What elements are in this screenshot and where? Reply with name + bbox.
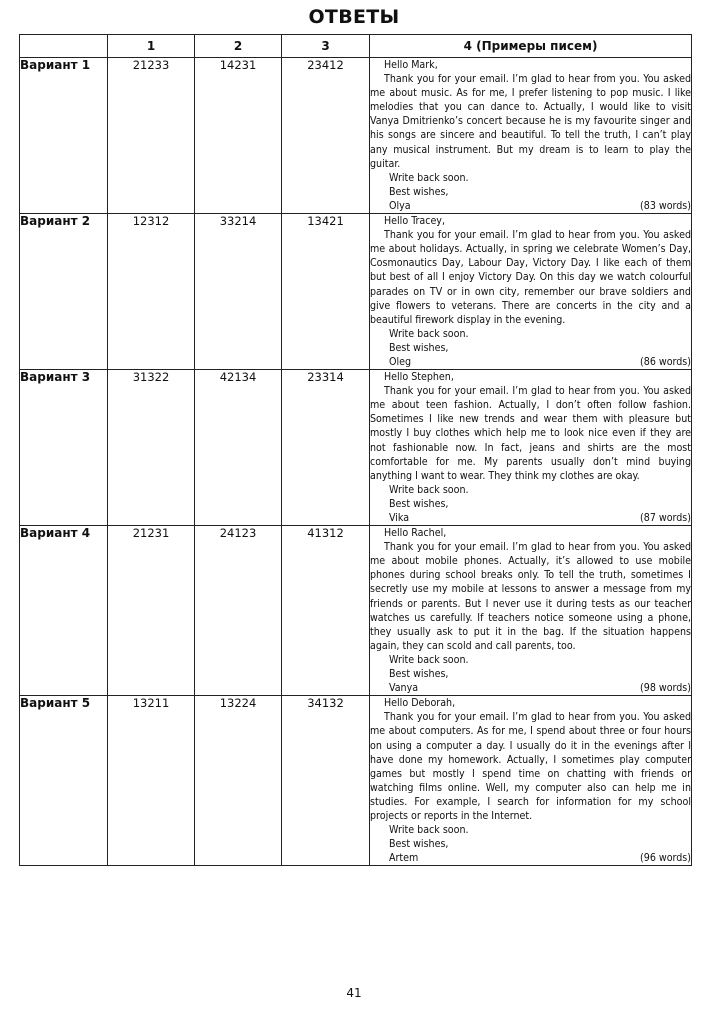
word-count: (86 words) (640, 355, 691, 368)
letter-closing-write-back: Write back soon. (389, 327, 469, 340)
letter-closing-wishes: Best wishes, (389, 668, 449, 681)
variant-label: Вариант 2 (20, 214, 108, 370)
letter-signature-line (370, 511, 691, 525)
letter-signature-line (370, 355, 691, 369)
answers-table (19, 34, 692, 866)
letter-signature-line (370, 681, 691, 695)
answer-task-2: 13224 (195, 696, 282, 866)
answer-task-3: 23314 (282, 370, 370, 526)
sample-letter (370, 526, 692, 696)
letter-greeting: Hello Rachel, (384, 527, 447, 540)
header-cell-task-4: 4 (Примеры писем) (370, 35, 692, 58)
answer-task-1: 21233 (108, 58, 195, 214)
variant-label: Вариант 3 (20, 370, 108, 526)
word-count: (96 words) (640, 852, 691, 865)
letter-author: Vika (389, 512, 410, 524)
answer-task-3: 41312 (282, 526, 370, 696)
table-row (20, 214, 692, 370)
letter-closing-write-back: Write back soon. (389, 653, 469, 666)
answer-task-3: 23412 (282, 58, 370, 214)
letter-author: Vanya (389, 682, 419, 695)
letter-body: Thank you for your email. I’m glad to hear from you. You asked me about computers. As for me, I spend about three or four hours on using a computer a day. I usually do it in the evenings after I have done my homework. Actually, I sometimes play computer games but mostly I spend time on chatting with friends or watching films online. Well, my computer also can help me in studies. For example, I search for information for my school projects or reports in the Internet. (370, 711, 691, 822)
table-row (20, 370, 692, 526)
letter-closing-write-back: Write back soon. (389, 824, 469, 837)
answer-task-2: 33214 (195, 214, 282, 370)
letter-greeting: Hello Deborah, (384, 697, 456, 710)
header-cell-variant (20, 35, 108, 58)
answer-task-2: 42134 (195, 370, 282, 526)
word-count: (98 words) (640, 682, 691, 695)
letter-author: Artem (389, 852, 419, 865)
letter-closing-wishes: Best wishes, (389, 341, 449, 354)
answer-task-2: 14231 (195, 58, 282, 214)
header-cell-task-1: 1 (108, 35, 195, 58)
answer-task-1: 13211 (108, 696, 195, 866)
word-count: (83 words) (640, 199, 691, 212)
sample-letter (370, 696, 692, 866)
letter-greeting: Hello Stephen, (384, 371, 454, 384)
variant-label: Вариант 4 (20, 526, 108, 696)
sample-letter (370, 58, 692, 214)
letter-closing-write-back: Write back soon. (389, 171, 469, 184)
letter-closing-wishes: Best wishes, (389, 185, 449, 198)
letter-closing-wishes: Best wishes, (389, 497, 449, 510)
table-row (20, 696, 692, 866)
answer-task-1: 31322 (108, 370, 195, 526)
letter-author: Olya (389, 199, 411, 212)
table-row (20, 58, 692, 214)
letter-body: Thank you for your email. I’m glad to hear from you. You asked me about music. As for me, I prefer listening to pop music. I like melodies that you can dance to. Actually, I would like to visit Vanya Dmitrienko’s concert because he is my favourite singer and his songs are sincere and beautiful. To tell the truth, I can’t play any musical instrument. But my dream is to learn to play the guitar. (370, 73, 691, 170)
header-row (20, 35, 692, 58)
answer-task-1: 21231 (108, 526, 195, 696)
sample-letter (370, 214, 692, 370)
letter-closing-write-back: Write back soon. (389, 483, 469, 496)
header-cell-task-3: 3 (282, 35, 370, 58)
header-cell-task-2: 2 (195, 35, 282, 58)
table-row (20, 526, 692, 696)
sample-letter (370, 370, 692, 526)
letter-body: Thank you for your email. I’m glad to hear from you. You asked me about holidays. Actually, in spring we celebrate Women’s Day, Cosmonautics Day, Labour Day, Victory Day. I like each of them but best of all I enjoy Victory Day. On this day we watch colourful parades on TV or in own city, remember our brave soldiers and give flowers to veterans. There are concerts in the city and a beautiful firework display in the evening. (370, 229, 691, 326)
answer-task-3: 13421 (282, 214, 370, 370)
letter-signature-line (370, 851, 691, 865)
answer-task-1: 12312 (108, 214, 195, 370)
letter-greeting: Hello Mark, (384, 59, 438, 71)
answer-task-2: 24123 (195, 526, 282, 696)
variant-label: Вариант 1 (20, 58, 108, 214)
letter-closing-wishes: Best wishes, (389, 838, 449, 851)
letter-body: Thank you for your email. I’m glad to hear from you. You asked me about mobile phones. Actually, it’s allowed to use mobile phones during school breaks only. To tell the truth, sometimes I secretly use my mobile at lessons to answer a message from my friends or parents. But I never use it during tests as our teacher watches us carefully. If teachers notice someone using a phone, they usually ask to put it in the bag. If the situation happens again, they can scold and call parents, too. (370, 541, 691, 652)
letter-greeting: Hello Tracey, (384, 215, 445, 228)
letter-body: Thank you for your email. I’m glad to hear from you. You asked me about teen fashion. Actually, I don’t often follow fashion. Sometimes I like new trends and wear them with pleasure but mostly I buy clothes which help me to look nice even if they are not fashionable now. In fact, jeans and shirts are the most comfortable for me. My parents usually don’t mind buying anything I want to wear. They think my clothes are okay. (370, 385, 691, 482)
word-count: (87 words) (640, 512, 691, 524)
page-title: ОТВЕТЫ (308, 6, 400, 28)
letter-author: Oleg (389, 355, 412, 368)
answer-task-3: 34132 (282, 696, 370, 866)
page-number: 41 (346, 986, 362, 1000)
letter-signature-line (370, 199, 691, 213)
variant-label: Вариант 5 (20, 696, 108, 866)
